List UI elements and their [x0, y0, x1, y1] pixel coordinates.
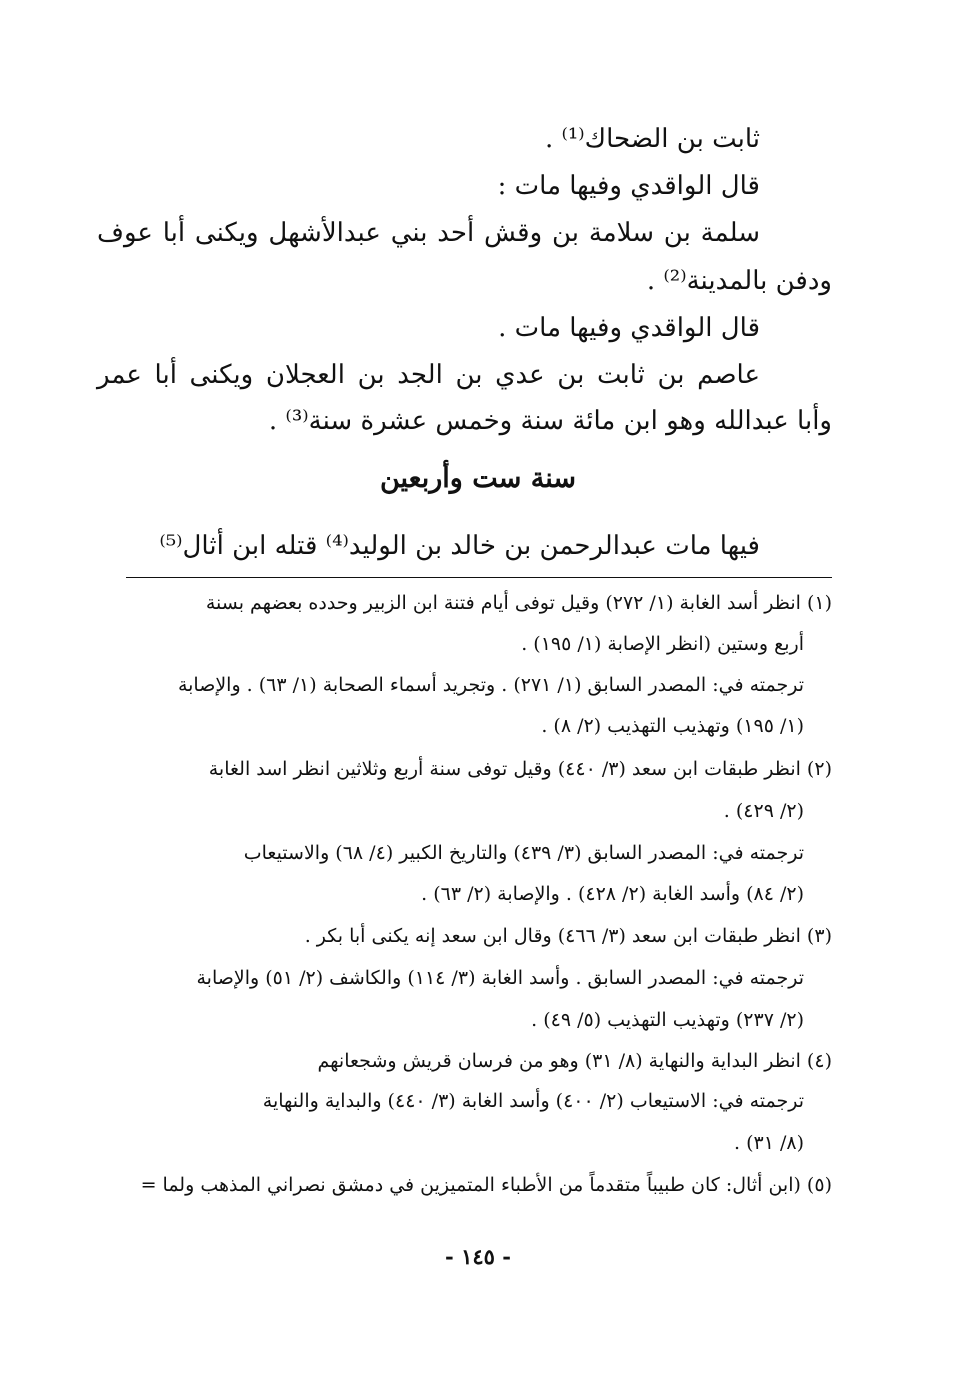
footnote-line: ترجمته في: الاستيعاب (٢/ ٤٠٠) وأسد الغابة (٣/ ٤٤٠) والبداية والنهاية — [262, 1090, 804, 1112]
main-line: عاصم بن ثابت بن عدي بن الجد بن العجلان ويكنى أبا عمر — [97, 360, 760, 390]
footnote-separator — [126, 577, 832, 578]
section-first-line: فيها مات عبدالرحمن بن خالد بن الوليد⁽⁴⁾ قتله ابن أثال⁽⁵⁾ — [159, 531, 760, 561]
footnote-line: (٢/ ٤٢٩) . — [723, 800, 804, 822]
footnote-line: ترجمته في: المصدر السابق (٣/ ٤٣٩) والتاريخ الكبير (٤/ ٦٨) والاستيعاب — [243, 842, 804, 864]
main-line: ثابت بن الضحاك⁽¹⁾ . — [544, 124, 760, 154]
main-line: ودفن بالمدينة⁽²⁾ . — [646, 266, 832, 296]
footnote-line: ترجمته في: المصدر السابق (١/ ٢٧١) . وتجريد أسماء الصحابة (١/ ٦٣) . والإصابة — [177, 674, 804, 696]
main-line: وأبا عبدالله وهو ابن مائة سنة وخمس عشرة سنة⁽³⁾ . — [268, 406, 832, 436]
page-number: - ١٤٥ - — [445, 1244, 511, 1269]
footnote-line: ترجمته في: المصدر السابق . وأسد الغابة (٣/ ١١٤) والكاشف (٢/ ٥١) والإصابة — [196, 967, 804, 989]
footnote-line: (١/ ١٩٥) وتهذيب التهذيب (٢/ ٨) . — [541, 715, 804, 737]
section-heading: سنة ست وأربعين — [379, 463, 576, 494]
footnote-line: (٨/ ٣١) . — [733, 1132, 804, 1154]
footnote-line: أربع وستين (انظر الإصابة (١/ ١٩٥) . — [521, 633, 804, 655]
footnote-line: (٢/ ٢٣٧) وتهذيب التهذيب (٥/ ٤٩) . — [531, 1009, 804, 1031]
main-line: سلمة بن سلامة بن وقش أحد بني عبدالأشهل ويكنى أبا عوف — [97, 218, 760, 248]
footnote-line: (٢/ ٨٤) وأسد الغابة (٢/ ٤٢٨) . والإصابة (٢/ ٦٣) . — [421, 883, 804, 905]
footnote-line: (٣) انظر طبقات ابن سعد (٣/ ٤٦٦) وقال ابن سعد إنه يكنى أبا بكر . — [304, 925, 832, 947]
main-line: قال الواقدي وفيها مات : — [497, 171, 760, 201]
footnote-line: (١) انظر أسد الغابة (١/ ٢٧٢) وقيل توفى أيام فتنة ابن الزبير وحدده بعضهم بسنة — [205, 592, 832, 614]
footnote-line: (٤) انظر البداية والنهاية (٨/ ٣١) وهو من فرسان قريش وشجعانهم — [317, 1050, 832, 1072]
footnote-line: (٥) (ابن أثال: كان طبيباً متقدماً من الأطباء المتميزين في دمشق نصراني المذهب ولما = — [140, 1174, 832, 1196]
footnote-line: (٢) انظر طبقات ابن سعد (٣/ ٤٤٠) وقيل توفى سنة أربع وثلاثين انظر اسد الغابة — [208, 758, 832, 780]
main-line: قال الواقدي وفيها مات . — [498, 313, 760, 343]
